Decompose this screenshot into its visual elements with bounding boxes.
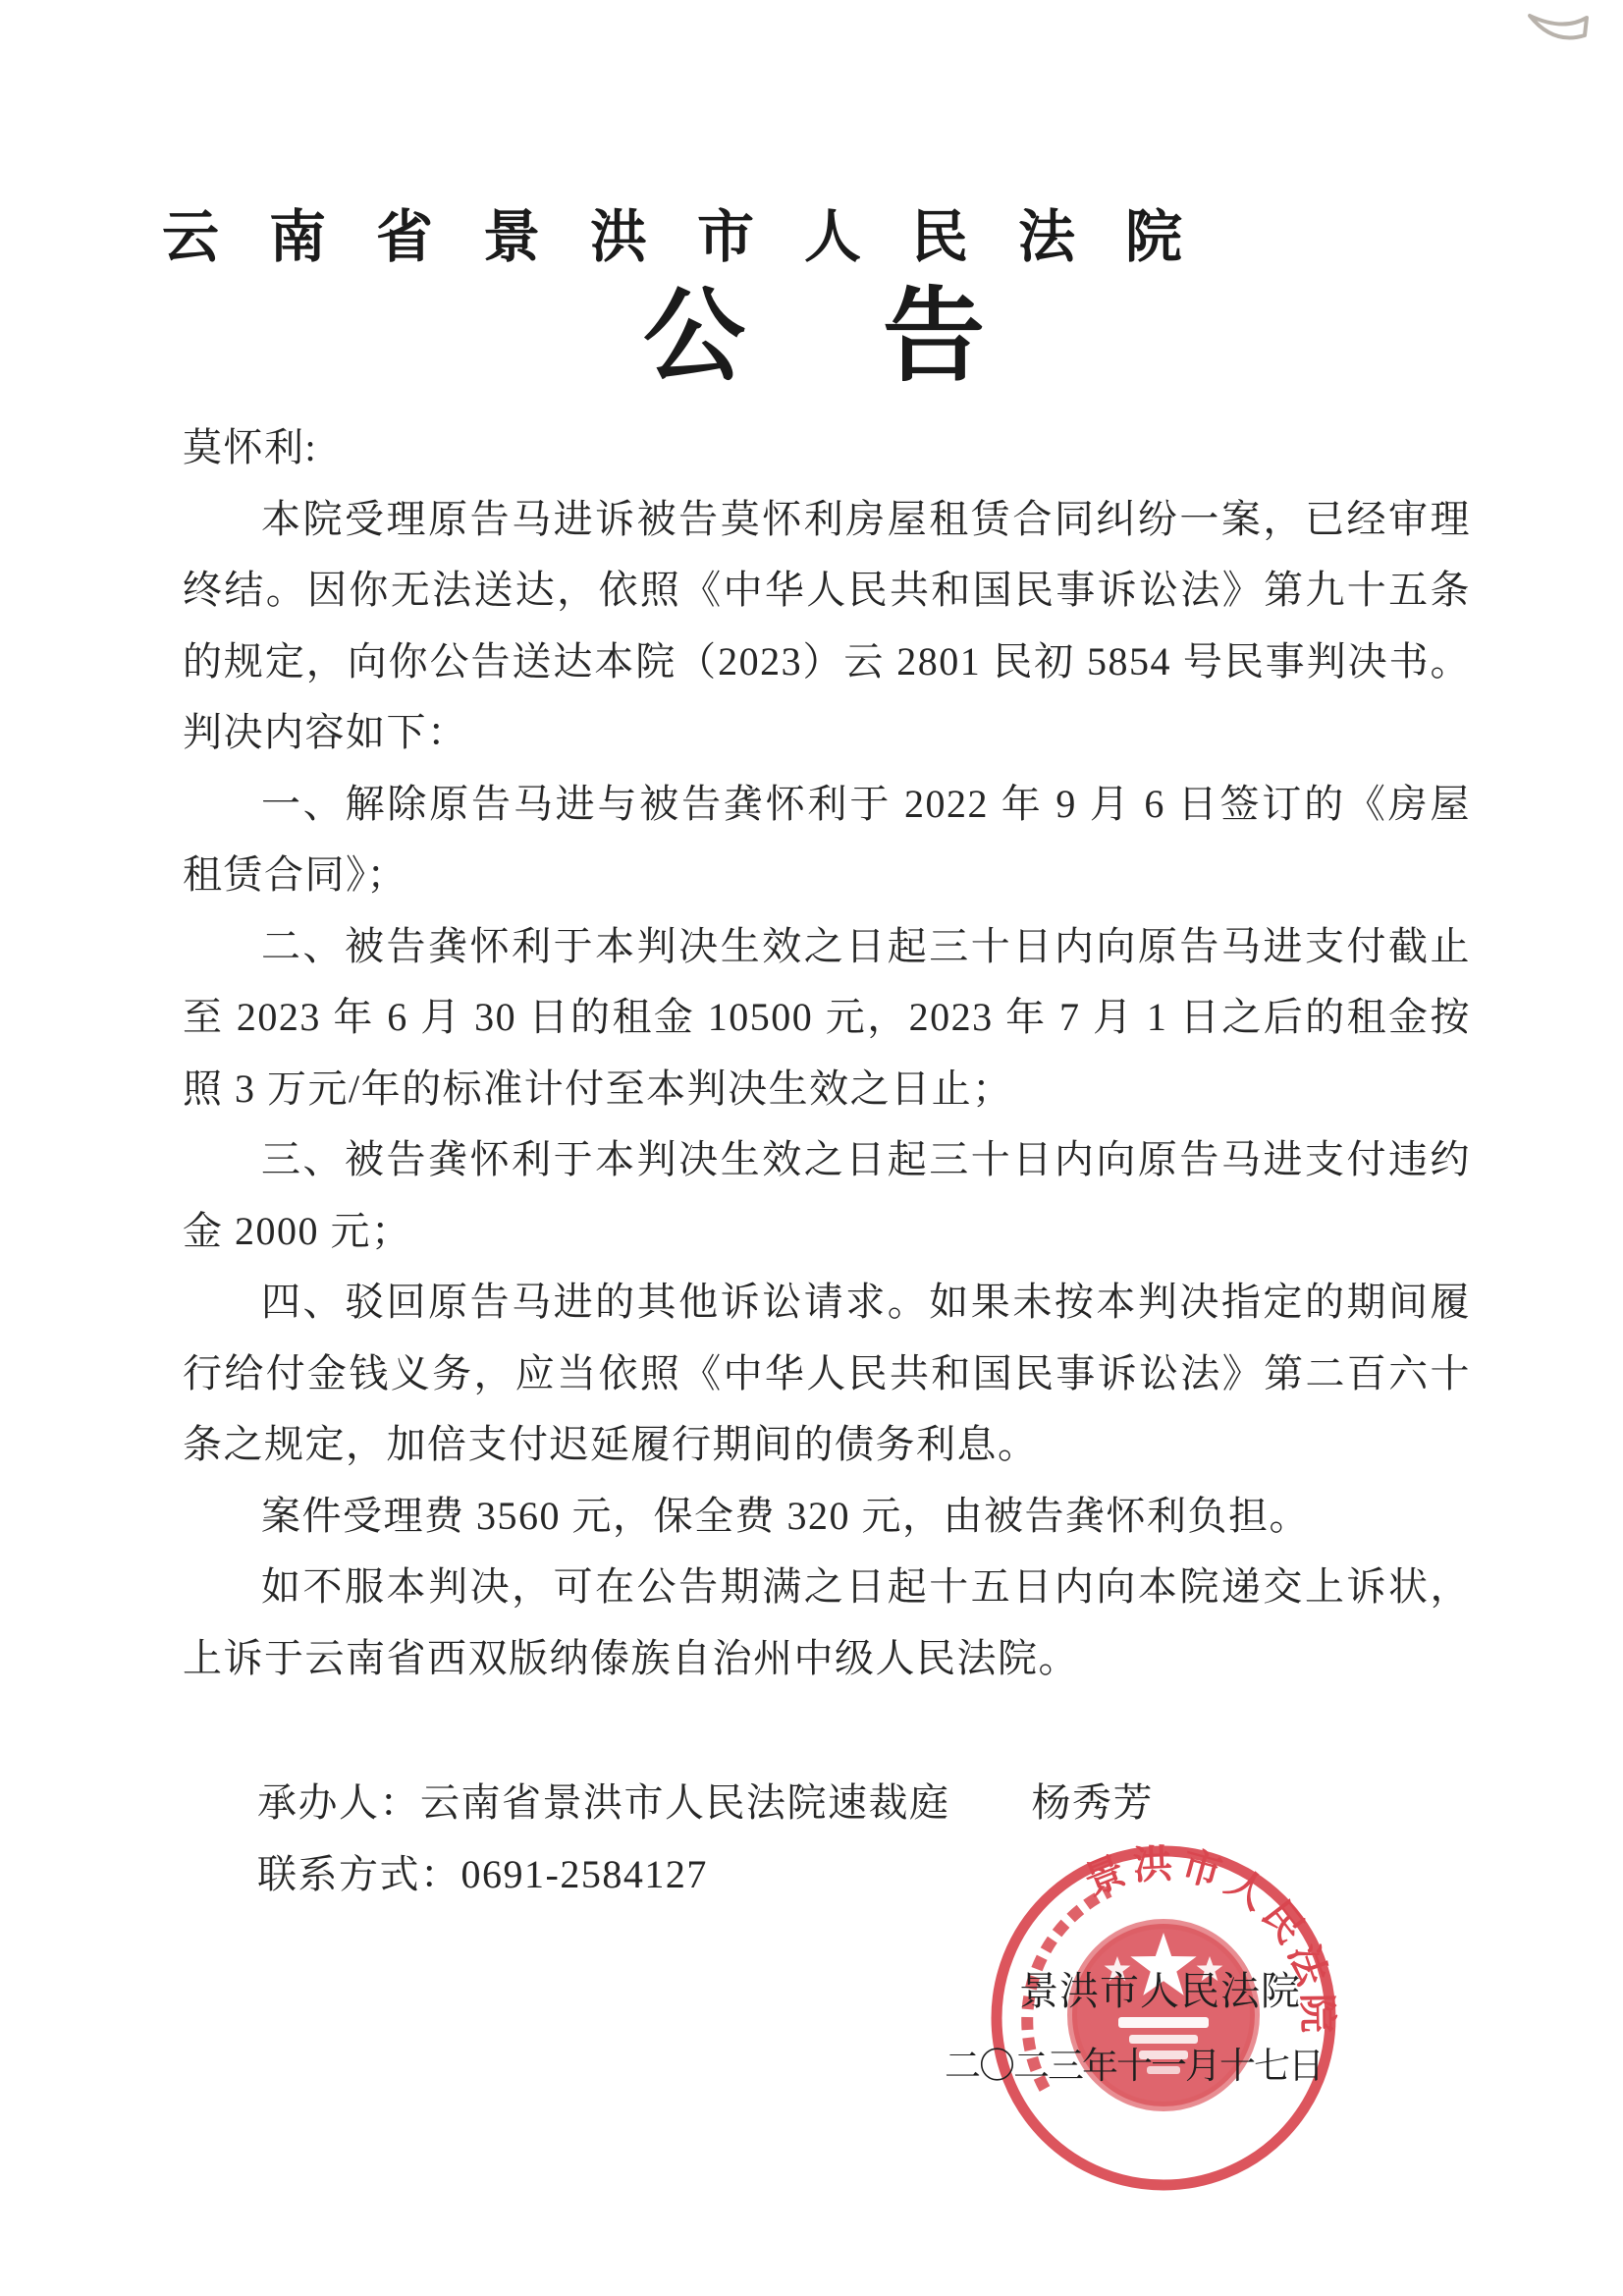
contact-line: 联系方式：0691-2584127 [257, 1851, 708, 1896]
issue-date: 二〇二三年十一月十七日 [945, 2047, 1323, 2087]
notice-body [183, 412, 1471, 1694]
body-paragraph: 如不服本判决，可在公告期满之日起十五日内向本院递交上诉状，上诉于云南省西双版纳傣族自治州中级人民法院。 [183, 1564, 1471, 1680]
court-seal-icon [984, 1838, 1343, 2198]
notice-heading: 公告 [643, 280, 1123, 394]
court-seal [984, 1838, 1343, 2198]
body-paragraph: 三、被告龚怀利于本判决生效之日起三十日内向原告马进支付违约金 2000 元； [183, 1137, 1471, 1253]
body-paragraph: 本院受理原告马进诉被告莫怀利房屋租赁合同纠纷一案，已经审理终结。因你无法送达，依照《中华人民共和国民事诉讼法》第九十五条的规定，向你公告送达本院（2023）云 2801 民初 5854 号民事判决书。判决内容如下： [183, 496, 1471, 754]
body-paragraph: 四、驳回原告马进的其他诉讼请求。如果未按本判决指定的期间履行给付金钱义务，应当依照《中华人民共和国民事诉讼法》第二百六十条之规定，加倍支付迟延履行期间的债务利息。 [183, 1280, 1471, 1466]
addressee-line: 莫怀利: [183, 425, 318, 469]
issuer-name: 景洪市人民法院 [1019, 1969, 1301, 2013]
body-paragraph: 二、被告龚怀利于本判决生效之日起三十日内向原告马进支付截止至 2023 年 6 月 30 日的租金 10500 元，2023 年 7 月 1 日之后的租金按照 3 万元/年的标准计付至本判决生效之日止； [183, 923, 1471, 1111]
seal-ring-text: 景洪市人民法院 [1078, 1842, 1339, 2040]
page-title: 云南省景洪市人民法院 [162, 205, 1233, 269]
body-paragraph: 案件受理费 3560 元，保全费 320 元，由被告龚怀利负担。 [261, 1493, 1310, 1538]
body-paragraph: 一、解除原告马进与被告龚怀利于 2022 年 9 月 6 日签订的《房屋租赁合同》； [183, 781, 1471, 897]
page-corner-mark [1524, 6, 1593, 61]
handler-line: 承办人：云南省景洪市人民法院速裁庭 杨秀芳 [257, 1780, 1154, 1825]
